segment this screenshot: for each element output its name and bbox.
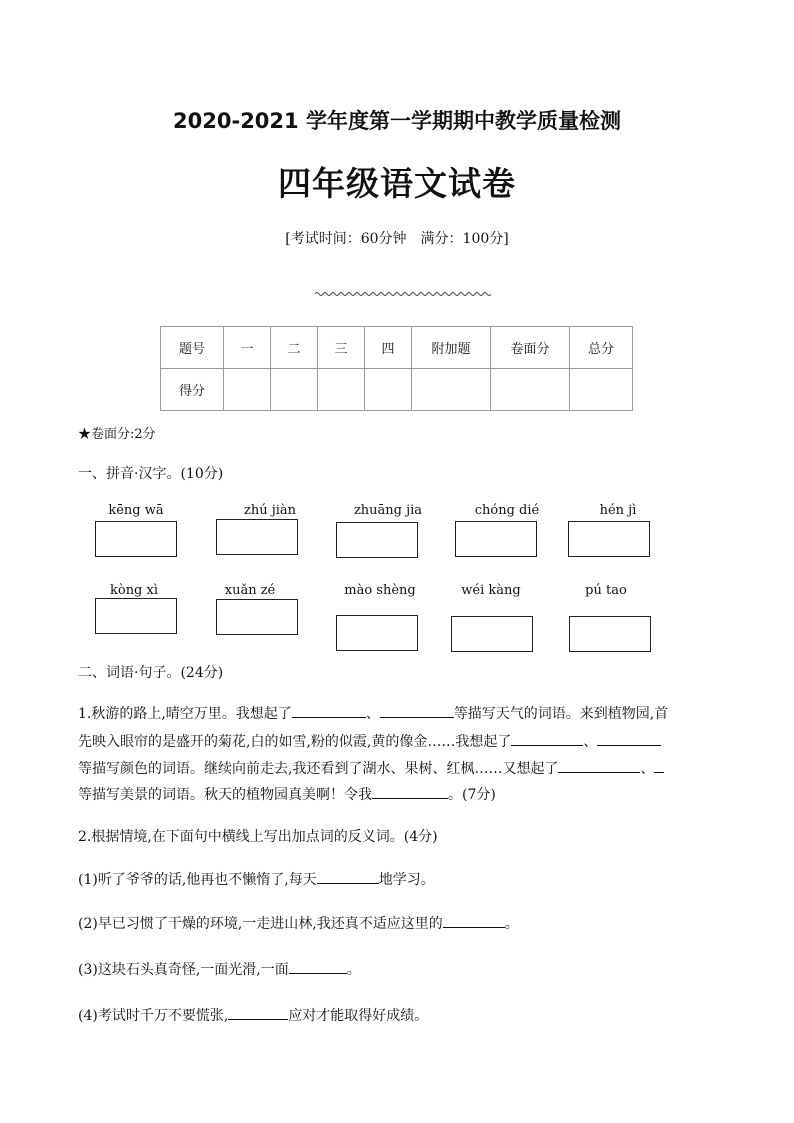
answer-box[interactable] bbox=[568, 521, 650, 557]
answer-box[interactable] bbox=[95, 521, 177, 557]
pinyin-label: kòng xì bbox=[109, 583, 159, 598]
exam-title: 2020-2021 学年度第一学期期中教学质量检测 bbox=[173, 109, 621, 133]
answer-blank[interactable] bbox=[372, 784, 448, 799]
exam-info: [考试时间：60分钟 满分：100分] bbox=[285, 231, 509, 247]
answer-box[interactable] bbox=[216, 519, 298, 555]
table-cell bbox=[412, 369, 491, 411]
answer-box[interactable] bbox=[455, 521, 537, 557]
answer-blank[interactable] bbox=[292, 703, 366, 718]
separator: 、 bbox=[640, 761, 655, 777]
table-cell bbox=[570, 369, 633, 411]
pinyin-label: pú tao bbox=[585, 583, 627, 598]
pinyin-label: mào shèng bbox=[344, 583, 416, 598]
table-cell: 卷面分 bbox=[491, 327, 570, 369]
answer-blank[interactable] bbox=[317, 869, 379, 884]
question-text: 等描写颜色的词语。继续向前走去,我还看到了湖水、果树、红枫……又想起了 bbox=[78, 761, 559, 777]
paper-title: 四年级语文试卷 bbox=[278, 164, 516, 203]
question1-line3 bbox=[78, 758, 722, 778]
table-cell: 三 bbox=[318, 327, 365, 369]
answer-blank[interactable] bbox=[597, 731, 661, 746]
question-text: (1)听了爷爷的话,他再也不懒惰了,每天 bbox=[78, 872, 317, 888]
neatness-note: ★卷面分:2分 bbox=[78, 427, 156, 442]
answer-blank[interactable] bbox=[654, 758, 664, 773]
answer-blank[interactable] bbox=[289, 959, 347, 974]
question2-item1 bbox=[78, 869, 722, 889]
score-table-header-row bbox=[161, 327, 633, 369]
table-cell: 得分 bbox=[161, 369, 224, 411]
question1-line2 bbox=[78, 731, 722, 751]
answer-blank[interactable] bbox=[380, 703, 454, 718]
pinyin-label: xuǎn zé bbox=[224, 583, 276, 598]
answer-blank[interactable] bbox=[511, 731, 583, 746]
question-text: (2)早已习惯了干燥的环境,一走进山林,我还真不适应这里的 bbox=[78, 916, 443, 932]
table-cell bbox=[491, 369, 570, 411]
separator: 、 bbox=[365, 706, 380, 722]
table-cell: 一 bbox=[224, 327, 271, 369]
pinyin-label: kēng wā bbox=[108, 503, 164, 518]
pinyin-label: wéi kàng bbox=[461, 583, 521, 598]
answer-blank[interactable] bbox=[443, 913, 505, 928]
question-text: 等描写天气的词语。来到植物园,首 bbox=[453, 706, 669, 722]
separator: 、 bbox=[583, 734, 598, 750]
decorative-divider bbox=[315, 290, 491, 298]
question1-line1 bbox=[78, 703, 722, 723]
section1-title: 一、拼音·汉字。(10分) bbox=[78, 466, 224, 482]
answer-box[interactable] bbox=[336, 615, 418, 651]
question-text: 。 bbox=[346, 962, 361, 978]
table-cell: 二 bbox=[271, 327, 318, 369]
section2-title: 二、词语·句子。(24分) bbox=[78, 665, 224, 681]
question-text: 。 bbox=[504, 916, 519, 932]
question-text: 先映入眼帘的是盛开的菊花,白的如雪,粉的似霞,黄的像金……我想起了 bbox=[78, 734, 512, 750]
question-text: (4)考试时千万不要慌张, bbox=[78, 1008, 229, 1024]
question-text: 应对才能取得好成绩。 bbox=[288, 1008, 429, 1024]
answer-box[interactable] bbox=[336, 522, 418, 558]
table-cell: 四 bbox=[365, 327, 412, 369]
question-text: (3)这块石头真奇怪,一面光滑,一面 bbox=[78, 962, 289, 978]
table-cell bbox=[224, 369, 271, 411]
pinyin-label: zhuāng jia bbox=[353, 503, 423, 518]
score-table bbox=[160, 326, 633, 411]
question2-item2 bbox=[78, 913, 722, 933]
question2-title: 2.根据情境,在下面句中横线上写出加点词的反义词。(4分) bbox=[78, 829, 438, 845]
pinyin-label: zhú jiàn bbox=[243, 503, 297, 518]
question-text: 1.秋游的路上,晴空万里。我想起了 bbox=[78, 706, 292, 722]
answer-blank[interactable] bbox=[558, 758, 640, 773]
question-text: 地学习。 bbox=[378, 872, 435, 888]
table-cell: 题号 bbox=[161, 327, 224, 369]
answer-box[interactable] bbox=[95, 598, 177, 634]
pinyin-label: chóng dié bbox=[474, 503, 540, 518]
table-cell bbox=[365, 369, 412, 411]
pinyin-label: hén jì bbox=[599, 503, 637, 518]
table-cell bbox=[318, 369, 365, 411]
score-table-score-row bbox=[161, 369, 633, 411]
answer-blank[interactable] bbox=[228, 1005, 288, 1020]
question-text: 。(7分) bbox=[448, 787, 496, 803]
question2-item3 bbox=[78, 959, 722, 979]
answer-box[interactable] bbox=[569, 616, 651, 652]
answer-box[interactable] bbox=[451, 616, 533, 652]
table-cell bbox=[271, 369, 318, 411]
question2-item4 bbox=[78, 1005, 722, 1025]
question-text: 等描写美景的词语。秋天的植物园真美啊！令我 bbox=[78, 787, 372, 803]
question1-line4 bbox=[78, 784, 722, 804]
answer-box[interactable] bbox=[216, 599, 298, 635]
table-cell: 附加题 bbox=[412, 327, 491, 369]
table-cell: 总分 bbox=[570, 327, 633, 369]
